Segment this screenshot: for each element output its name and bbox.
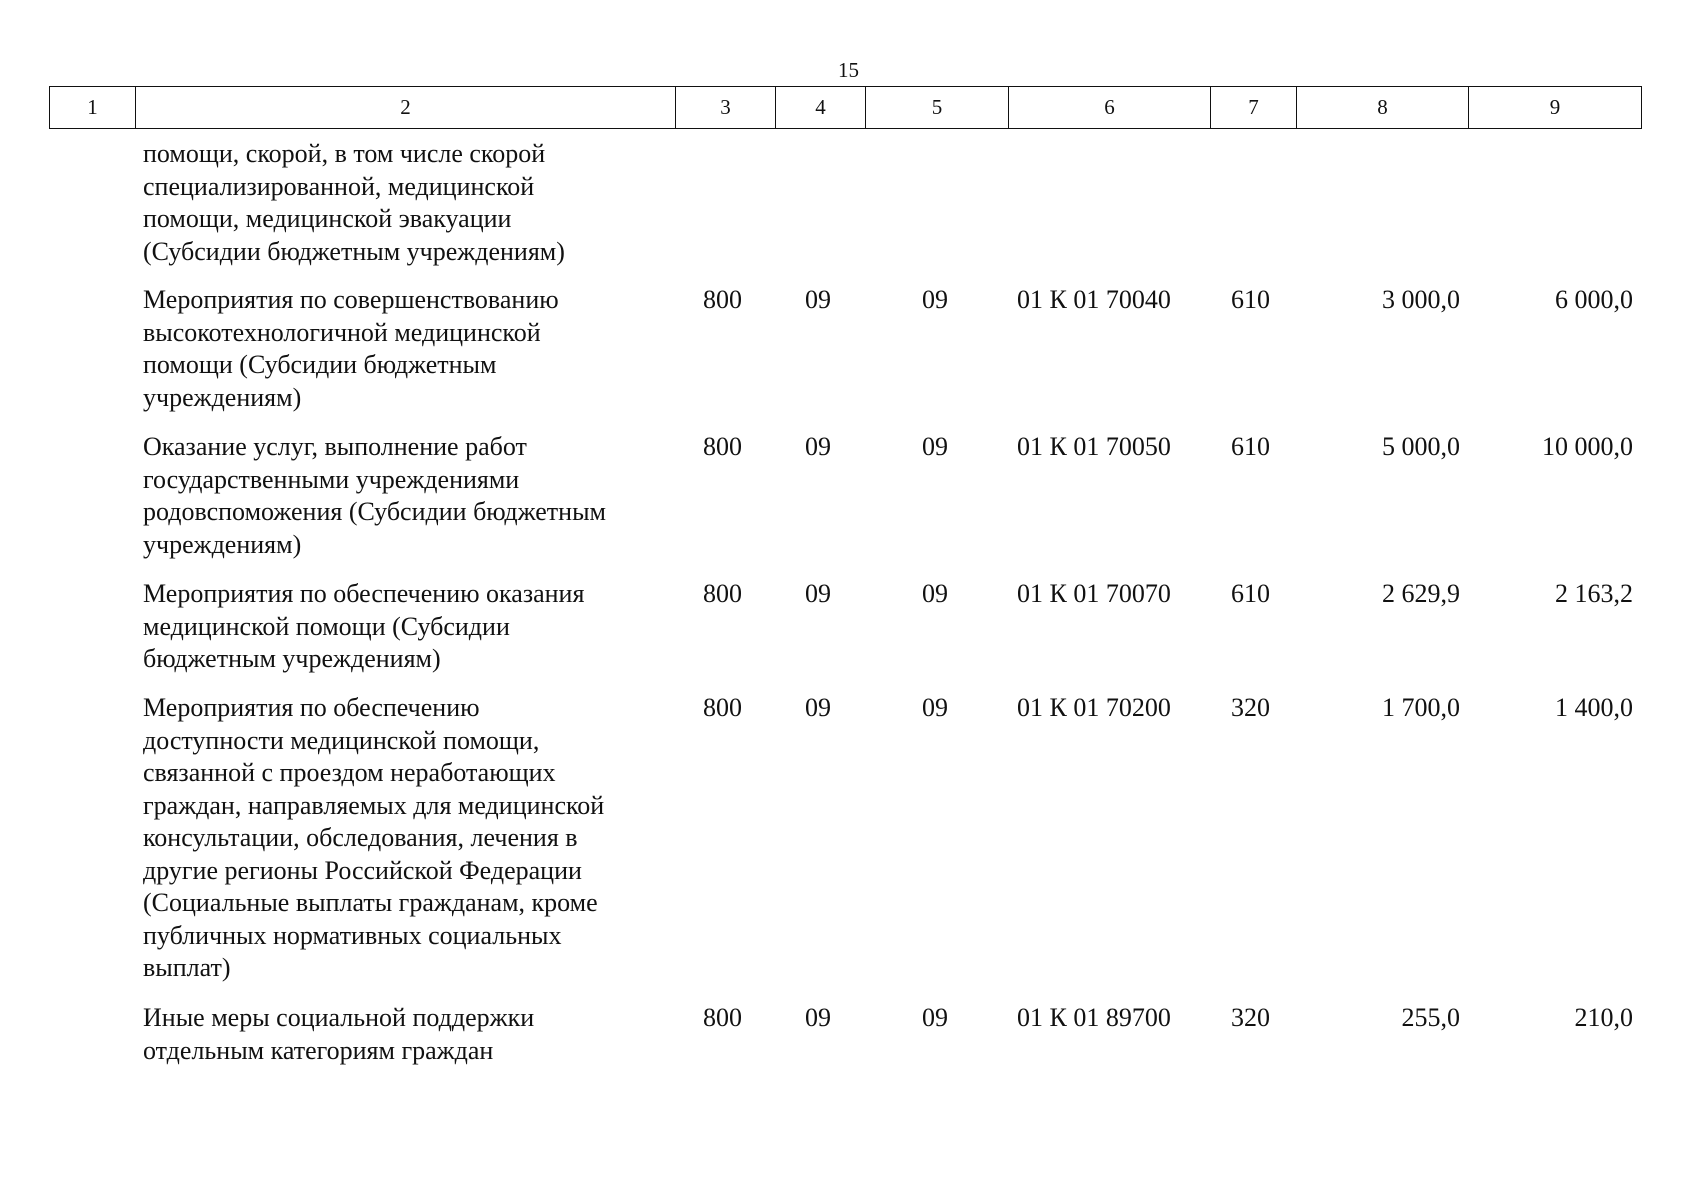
amount-col-9: 10 000,0: [1542, 432, 1633, 461]
description-line: публичных нормативных социальных: [143, 920, 562, 950]
row-description: [143, 284, 673, 414]
description-line: медицинской помощи (Субсидии: [143, 611, 510, 641]
section-code: 09: [805, 579, 831, 608]
row-description: [143, 138, 673, 268]
description-line: консультации, обследования, лечения в: [143, 823, 578, 852]
target-article-code: 01 К 01 70050: [1017, 432, 1171, 461]
description-line: (Социальные выплаты гражданам, кроме: [143, 888, 598, 917]
description-line: помощи, медицинской эвакуации: [143, 204, 512, 233]
amount-col-9: 210,0: [1574, 1003, 1633, 1032]
description-line: специализированной, медицинской: [143, 171, 535, 201]
description-line: выплат): [143, 953, 231, 982]
header-col-4: 4: [776, 87, 866, 129]
description-line: помощи (Субсидии бюджетным: [143, 350, 497, 379]
target-article-code: 01 К 01 70200: [1017, 693, 1171, 722]
description-line: доступности медицинской помощи,: [143, 725, 540, 755]
header-col-9: 9: [1469, 87, 1642, 129]
header-col-7: 7: [1211, 87, 1297, 129]
description-line: другие регионы Российской Федерации: [143, 855, 582, 885]
expense-type-code: 320: [1231, 693, 1270, 722]
amount-col-8: 255,0: [1401, 1003, 1460, 1032]
description-line: высокотехнологичной медицинской: [143, 317, 541, 347]
expense-type-code: 320: [1231, 1003, 1270, 1032]
subsection-code: 09: [922, 693, 948, 722]
row-description: [143, 431, 673, 561]
description-line: (Субсидии бюджетным учреждениям): [143, 236, 565, 266]
description-line: родовспоможения (Субсидии бюджетным: [143, 497, 606, 526]
subsection-code: 09: [922, 285, 948, 314]
ministry-code: 800: [703, 285, 742, 314]
amount-col-9: 6 000,0: [1555, 285, 1633, 314]
page-number: 15: [838, 58, 859, 82]
description-line: бюджетным учреждениям): [143, 644, 441, 673]
header-col-1: 1: [50, 87, 136, 129]
target-article-code: 01 К 01 70040: [1017, 285, 1171, 314]
target-article-code: 01 К 01 70070: [1017, 579, 1171, 608]
section-code: 09: [805, 285, 831, 314]
description-line: государственными учреждениями: [143, 464, 520, 494]
header-col-3: 3: [676, 87, 776, 129]
section-code: 09: [805, 1003, 831, 1032]
row-description: [143, 1002, 673, 1067]
expense-type-code: 610: [1231, 285, 1270, 314]
expense-type-code: 610: [1231, 579, 1270, 608]
row-description: [143, 692, 673, 985]
description-line: учреждениям): [143, 382, 302, 412]
amount-col-8: 1 700,0: [1382, 693, 1460, 722]
description-line: Оказание услуг, выполнение работ: [143, 432, 527, 461]
description-line: помощи, скорой, в том числе скорой: [143, 139, 546, 168]
ministry-code: 800: [703, 579, 742, 608]
amount-col-8: 5 000,0: [1382, 432, 1460, 461]
section-code: 09: [805, 693, 831, 722]
ministry-code: 800: [703, 693, 742, 722]
subsection-code: 09: [922, 1003, 948, 1032]
subsection-code: 09: [922, 432, 948, 461]
amount-col-8: 2 629,9: [1382, 579, 1460, 608]
subsection-code: 09: [922, 579, 948, 608]
description-line: Мероприятия по обеспечению: [143, 693, 480, 722]
row-description: [143, 578, 673, 676]
header-col-2: 2: [136, 87, 676, 129]
description-line: связанной с проездом неработающих: [143, 758, 556, 787]
header-col-5: 5: [866, 87, 1009, 129]
ministry-code: 800: [703, 432, 742, 461]
description-line: граждан, направляемых для медицинской: [143, 790, 605, 820]
section-code: 09: [805, 432, 831, 461]
header-col-6: 6: [1009, 87, 1211, 129]
header-col-8: 8: [1297, 87, 1469, 129]
description-line: отдельным категориям граждан: [143, 1035, 494, 1065]
description-line: Мероприятия по совершенствованию: [143, 285, 559, 314]
description-line: Иные меры социальной поддержки: [143, 1003, 535, 1032]
expense-type-code: 610: [1231, 432, 1270, 461]
amount-col-8: 3 000,0: [1382, 285, 1460, 314]
amount-col-9: 2 163,2: [1555, 579, 1633, 608]
target-article-code: 01 К 01 89700: [1017, 1003, 1171, 1032]
description-line: учреждениям): [143, 529, 302, 559]
description-line: Мероприятия по обеспечению оказания: [143, 579, 585, 608]
amount-col-9: 1 400,0: [1555, 693, 1633, 722]
ministry-code: 800: [703, 1003, 742, 1032]
